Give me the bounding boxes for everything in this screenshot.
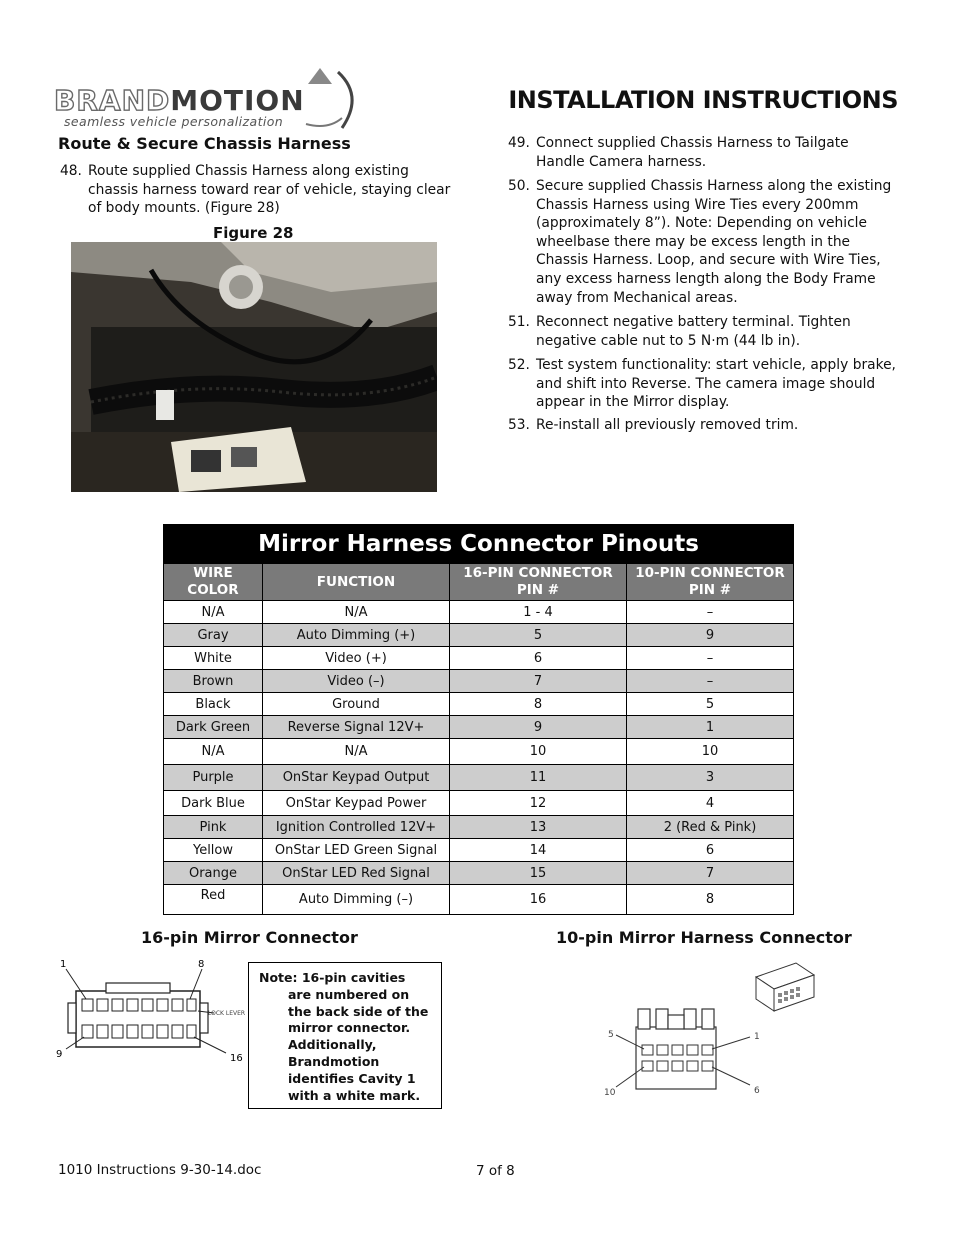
pin16-cell: 10 [450, 739, 627, 765]
step-text: Test system functionality: start vehicle, apply brake, and shift into Reverse. The camera image should appear in the Mirror display. [536, 357, 896, 411]
figure-28-photo [71, 242, 437, 492]
table-row [164, 791, 794, 816]
step-number: 50. [508, 178, 530, 194]
pin16-cell: 9 [450, 716, 627, 739]
step-53 [508, 416, 900, 435]
wire-color-cell: White [164, 647, 263, 670]
pin16-cell: 6 [450, 647, 627, 670]
wire-color-cell: Purple [164, 765, 263, 791]
cavity-note [248, 962, 442, 1109]
column-header-16pin: 16-PIN CONNECTOR PIN # [450, 564, 627, 601]
figure-label: Figure 28 [213, 224, 294, 242]
pin10-cell: 3 [627, 765, 794, 791]
function-cell: Video (+) [263, 647, 450, 670]
table-row [164, 839, 794, 862]
step-number: 49. [508, 135, 530, 151]
undercarriage-photo-image [71, 242, 437, 492]
footer-page-number: 7 of 8 [476, 1163, 515, 1179]
table-row [164, 816, 794, 839]
function-cell: Video (–) [263, 670, 450, 693]
pin10-cell: – [627, 670, 794, 693]
step-48 [60, 162, 452, 218]
note-line: Additionally, [288, 1037, 377, 1053]
note-line: mirror connector. [288, 1020, 411, 1036]
pin16-cell: 16 [450, 885, 627, 915]
logo-swoosh-icon [298, 66, 368, 134]
step-text: Route supplied Chassis Harness along existing chassis harness toward rear of vehicle, staying clear of body mounts. (Figure 28) [88, 163, 451, 217]
wire-color-cell: Yellow [164, 839, 263, 862]
wire-color-cell: Brown [164, 670, 263, 693]
table-row [164, 601, 794, 624]
pin10-label-5: 5 [608, 1030, 614, 1040]
function-cell: N/A [263, 601, 450, 624]
step-text: Re-install all previously removed trim. [536, 417, 799, 433]
note-line: the back side of the [288, 1003, 429, 1019]
pin10-cell: 5 [627, 693, 794, 716]
function-cell: Auto Dimming (–) [263, 885, 450, 915]
step-52 [508, 356, 900, 412]
table-row [164, 716, 794, 739]
brandmotion-logo [54, 64, 374, 134]
connector-10pin-diagram [600, 955, 830, 1105]
step-51 [508, 313, 900, 350]
wire-color-cell: Orange [164, 862, 263, 885]
pin16-label-1: 1 [60, 959, 67, 970]
wire-color-cell: N/A [164, 601, 263, 624]
lock-lever-label: LOCK LEVER [208, 1010, 246, 1017]
table-row [164, 765, 794, 791]
pin10-cell: 1 [627, 716, 794, 739]
connector-10pin-title: 10-pin Mirror Harness Connector [556, 928, 852, 947]
function-cell: Ignition Controlled 12V+ [263, 816, 450, 839]
function-cell: Ground [263, 693, 450, 716]
note-line: identifies Cavity 1 [288, 1070, 416, 1086]
wire-color-cell: Gray [164, 624, 263, 647]
wire-color-cell: N/A [164, 739, 263, 765]
pin16-cell: 8 [450, 693, 627, 716]
note-line: with a white mark. [288, 1087, 421, 1103]
pinout-table [163, 524, 794, 915]
column-header-wire-color: WIRE COLOR [164, 564, 263, 601]
wire-color-cell: Red [164, 885, 263, 915]
note-line: Note: 16-pin cavities [259, 970, 406, 985]
pin16-cell: 14 [450, 839, 627, 862]
connector-16pin-diagram [54, 955, 248, 1065]
connector-16pin-title: 16-pin Mirror Connector [141, 928, 358, 947]
table-row [164, 624, 794, 647]
step-number: 52. [508, 357, 530, 373]
logo-brand-text: BRAND [54, 84, 171, 117]
pin10-cell: 10 [627, 739, 794, 765]
table-row [164, 885, 794, 915]
function-cell: OnStar LED Green Signal [263, 839, 450, 862]
function-cell: OnStar Keypad Output [263, 765, 450, 791]
step-number: 53. [508, 417, 530, 433]
logo-motion-text: MOTION [170, 84, 305, 117]
pin16-cell: 7 [450, 670, 627, 693]
note-line: Brandmotion [288, 1053, 380, 1069]
pin16-cell: 15 [450, 862, 627, 885]
pin10-cell: 4 [627, 791, 794, 816]
function-cell: Reverse Signal 12V+ [263, 716, 450, 739]
pin10-cell: 8 [627, 885, 794, 915]
step-50 [508, 177, 900, 307]
pin16-cell: 1 - 4 [450, 601, 627, 624]
function-cell: OnStar Keypad Power [263, 791, 450, 816]
function-cell: OnStar LED Red Signal [263, 862, 450, 885]
table-row [164, 647, 794, 670]
pin10-cell: 2 (Red & Pink) [627, 816, 794, 839]
table-title: Mirror Harness Connector Pinouts [164, 525, 794, 564]
pin10-cell: – [627, 647, 794, 670]
step-49 [508, 134, 900, 171]
function-cell: Auto Dimming (+) [263, 624, 450, 647]
logo-tagline: seamless vehicle personalization [64, 114, 284, 129]
wire-color-cell: Dark Green [164, 716, 263, 739]
table-row [164, 862, 794, 885]
pin10-cell: 7 [627, 862, 794, 885]
table-row [164, 670, 794, 693]
column-header-10pin: 10-PIN CONNECTOR PIN # [627, 564, 794, 601]
pin16-label-9: 9 [56, 1049, 63, 1060]
step-number: 51. [508, 314, 530, 330]
note-line: are numbered on [288, 986, 410, 1002]
pin16-cell: 11 [450, 765, 627, 791]
step-text: Connect supplied Chassis Harness to Tailgate Handle Camera harness. [536, 135, 849, 170]
wire-color-cell: Black [164, 693, 263, 716]
pin16-label-8: 8 [198, 959, 205, 970]
pin10-label-1: 1 [754, 1032, 760, 1042]
pinout-table-body [164, 601, 794, 915]
pin10-cell: 9 [627, 624, 794, 647]
column-header-function: FUNCTION [263, 564, 450, 601]
page-title: INSTALLATION INSTRUCTIONS [508, 86, 898, 114]
function-cell: N/A [263, 739, 450, 765]
section-heading: Route & Secure Chassis Harness [58, 134, 351, 153]
table-row [164, 739, 794, 765]
wire-color-cell: Dark Blue [164, 791, 263, 816]
pin10-cell: – [627, 601, 794, 624]
logo-wordmark [54, 84, 305, 117]
pin16-cell: 13 [450, 816, 627, 839]
table-row [164, 693, 794, 716]
step-text: Reconnect negative battery terminal. Tighten negative cable nut to 5 N·m (44 lb in). [536, 314, 851, 349]
step-number: 48. [60, 163, 82, 179]
step-text: Secure supplied Chassis Harness along the existing Chassis Harness using Wire Ties every 200mm (approximately 8”). Note: Depending on vehicle wheelbase there may be excess length in the Chassis Harness. Loop, and secure with Wire Ties, any excess harness length along the Body Frame away from Mechanical areas. [536, 178, 892, 306]
pin10-cell: 6 [627, 839, 794, 862]
wire-color-cell: Pink [164, 816, 263, 839]
pin16-cell: 5 [450, 624, 627, 647]
pin10-label-10: 10 [604, 1088, 616, 1098]
footer-filename: 1010 Instructions 9-30-14.doc [58, 1162, 262, 1178]
pin16-label-16: 16 [230, 1053, 243, 1064]
pin16-cell: 12 [450, 791, 627, 816]
pin10-label-6: 6 [754, 1086, 760, 1096]
